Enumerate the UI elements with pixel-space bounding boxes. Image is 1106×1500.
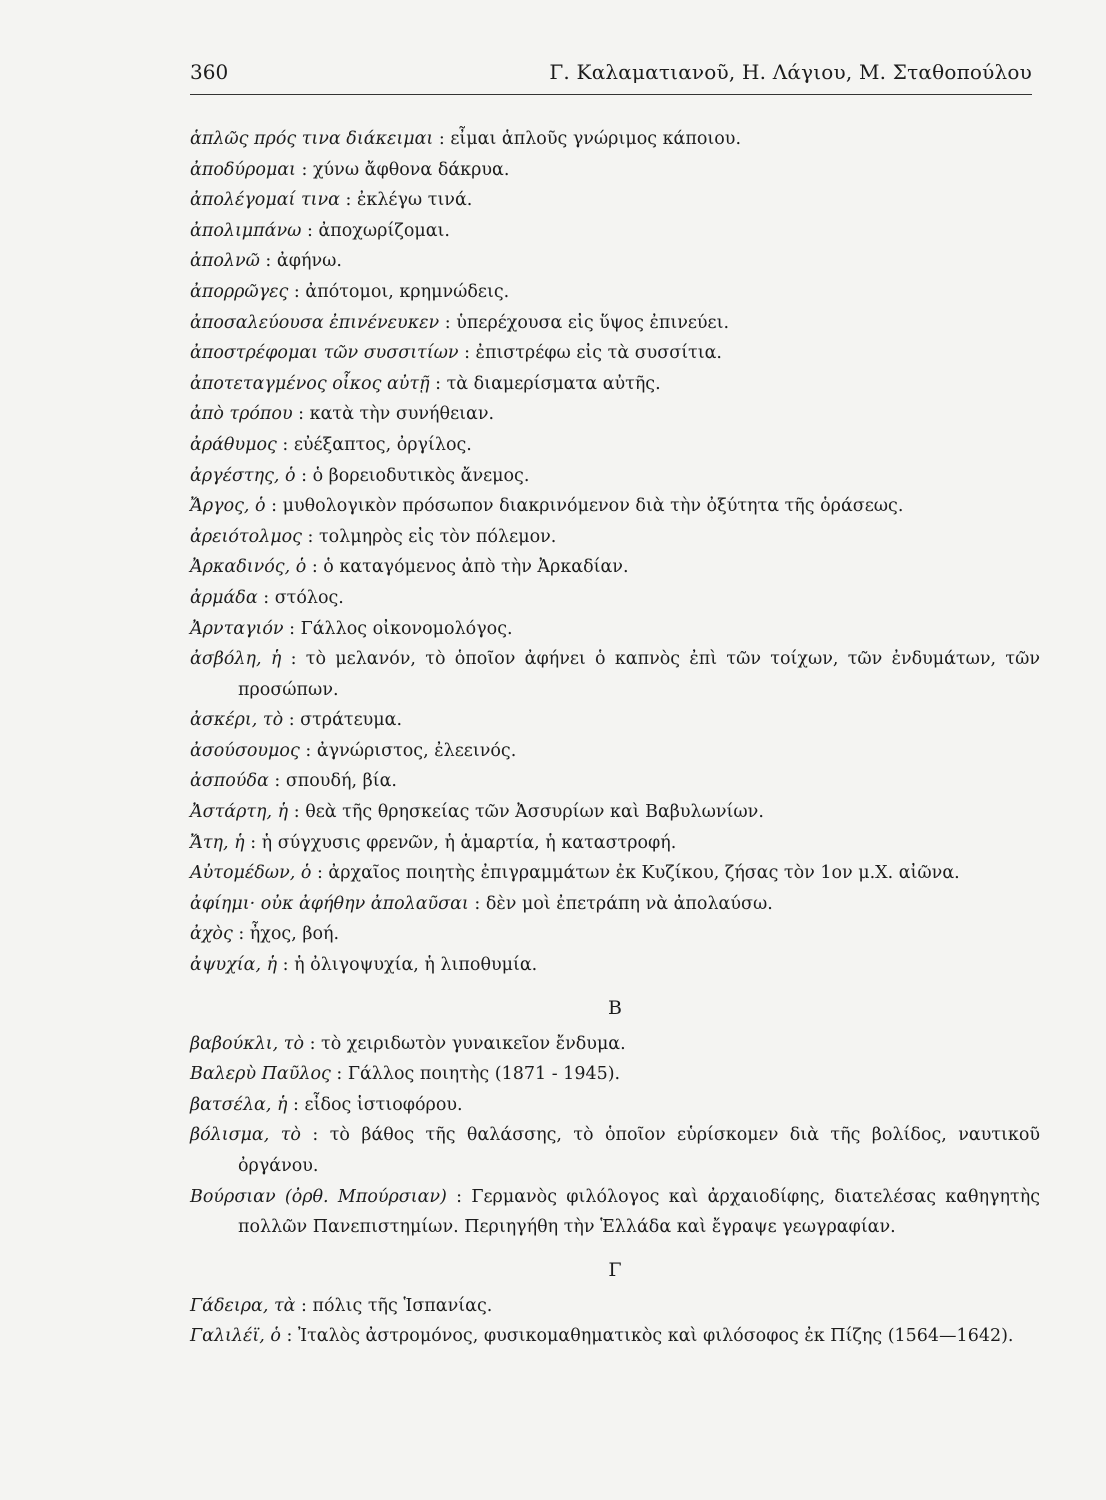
section-letter-heading: Γ	[608, 1258, 622, 1281]
entry-definition: θεὰ τῆς θρησκείας τῶν Ἀσσυρίων καὶ Βαβυλωνίων.	[305, 802, 764, 823]
entry-term: Ἀστάρτη, ἡ	[190, 802, 289, 823]
entry-term: ἀσκέρι, τὸ	[190, 710, 284, 731]
entry-definition: ὑπερέχουσα εἰς ὕψος ἐπινεύει.	[456, 312, 730, 333]
entry-term: βόλισμα, τὸ	[190, 1125, 301, 1146]
entry-term: Ἀρνταγιόν	[190, 618, 284, 639]
entry-term: βαβούκλι, τὸ	[190, 1033, 304, 1054]
glossary-entry	[190, 705, 1040, 736]
entry-separator: :	[259, 251, 277, 272]
entry-term: Γάδειρα, τὰ	[190, 1295, 296, 1316]
glossary-entry	[190, 828, 1040, 859]
entry-term: Βούρσιαν (ὀρθ. Μπούρσιαν)	[190, 1186, 447, 1207]
entry-term: ἀποσαλεύουσα ἐπινένευκεν	[190, 312, 440, 333]
entry-separator: :	[306, 557, 324, 578]
entry-definition: ὁ βορειοδυτικὸς ἄνεμος.	[312, 465, 530, 486]
entry-definition: ἀποχωρίζομαι.	[318, 220, 450, 241]
glossary-entry	[190, 1321, 1040, 1352]
entry-definition: εἶδος ἱστιοφόρου.	[304, 1094, 463, 1115]
glossary-entry	[190, 185, 1040, 216]
glossary-entry	[190, 552, 1040, 583]
entry-separator: :	[429, 373, 447, 394]
entry-term: ἀποστρέφομαι τῶν συσσιτίων	[190, 343, 459, 364]
entry-separator: :	[439, 312, 457, 333]
glossary-entry	[190, 583, 1040, 614]
section-letter-heading: Β	[608, 996, 622, 1019]
entry-definition: τὸ χειριδωτὸν γυναικεῖον ἔνδυμα.	[321, 1033, 626, 1054]
entry-definition: δὲν μοὶ ἐπετράπη νὰ ἀπολαύσω.	[485, 893, 773, 914]
glossary-entry	[190, 246, 1040, 277]
entry-definition: πόλις τῆς Ἱσπανίας.	[312, 1295, 493, 1316]
entry-definition: ἦχος, βοή.	[249, 924, 340, 945]
entry-definition: τὸ μελανόν, τὸ ὁποῖον ἀφήνει ὁ καπνὸς ἐπὶ τῶν τοίχων, τῶν ἐνδυμάτων, τῶν προσώπων.	[238, 649, 1040, 700]
entry-separator: :	[281, 649, 306, 670]
entry-term: Ἀρκαδινός, ὁ	[190, 557, 307, 578]
entry-separator: :	[265, 496, 283, 517]
entry-separator: :	[283, 710, 301, 731]
entry-definition: ἀπότομοι, κρημνώδεις.	[305, 281, 510, 302]
entry-definition: εἶμαι ἁπλοῦς γνώριμος κάποιου.	[450, 129, 742, 149]
page-number: 360	[190, 60, 229, 84]
glossary-entry	[190, 950, 1040, 981]
entry-separator: :	[277, 955, 295, 976]
entry-term: ἀσβόλη, ἡ	[190, 649, 282, 670]
entry-term: Βαλερὺ Παῦλος	[190, 1064, 331, 1085]
entry-separator: :	[283, 618, 301, 639]
entry-definition: ἐπιστρέφω εἰς τὰ συσσίτια.	[475, 343, 722, 364]
entry-separator: :	[301, 526, 319, 547]
glossary-body	[190, 124, 1040, 1352]
entry-definition: εὐέξαπτος, ὀργίλος.	[293, 434, 472, 455]
entry-separator: :	[339, 190, 357, 211]
glossary-entry	[190, 1120, 1040, 1181]
glossary-entry	[190, 522, 1040, 553]
entry-separator: :	[244, 832, 262, 853]
entry-term: ἀπορρῶγες	[190, 281, 289, 302]
entry-separator: :	[299, 740, 317, 761]
entry-term: ἀποτεταγμένος οἶκος αὐτῇ	[190, 373, 430, 394]
entry-separator: :	[468, 893, 486, 914]
entry-definition: χύνω ἄφθονα δάκρυα.	[312, 159, 510, 180]
entry-separator: :	[288, 802, 306, 823]
glossary-entry	[190, 797, 1040, 828]
glossary-entry	[190, 430, 1040, 461]
entry-term: ἀχὸς	[190, 924, 233, 945]
entry-definition: Ἰταλὸς ἀστρομόνος, φυσικομαθηματικὸς καὶ φιλόσοφος ἐκ Πίζης (1564—1642).	[297, 1326, 1014, 1347]
glossary-entry	[190, 644, 1040, 705]
entry-term: ἁπλῶς πρός τινα διάκειμαι	[190, 129, 434, 149]
entry-definition: Γερμανὸς φιλόλογος καὶ ἀρχαιοδίφης, διατελέσας καθηγητὴς πολλῶν Πανεπιστημίων. Περιηγήθη τὴν Ἑλλάδα καὶ ἔγραψε γεωγραφίαν.	[238, 1186, 1040, 1238]
entry-term: Γαλιλέϊ, ὁ	[190, 1326, 281, 1347]
entry-term: ἀπολιμπάνω	[190, 220, 302, 241]
entry-term: ἀρειότολμος	[190, 526, 302, 547]
glossary-entry	[190, 1029, 1040, 1060]
glossary-entry	[190, 461, 1040, 492]
entry-definition: τὰ διαμερίσματα αὐτῆς.	[446, 373, 661, 394]
entry-definition: μυθολογικὸν πρόσωπον διακρινόμενον διὰ τὴν ὀξύτητα τῆς ὁράσεως.	[282, 496, 904, 517]
glossary-entry	[190, 766, 1040, 797]
entry-definition: στράτευμα.	[300, 710, 403, 731]
entry-term: ἀράθυμος	[190, 434, 277, 455]
entry-definition: τὸ βάθος τῆς θαλάσσης, τὸ ὁποῖον εὑρίσκομεν διὰ τῆς βολίδος, ναυτικοῦ ὀργάνου.	[238, 1125, 1040, 1176]
glossary-entry	[190, 858, 1040, 889]
entry-definition: τολμηρὸς εἰς τὸν πόλεμον.	[318, 526, 557, 547]
glossary-entry	[190, 124, 1040, 155]
glossary-entry	[190, 338, 1040, 369]
entry-separator: :	[458, 343, 476, 364]
entry-term: Ἄτη, ἡ	[190, 832, 245, 853]
entry-definition: ἀγνώριστος, ἐλεεινός.	[316, 740, 517, 761]
entry-separator: :	[295, 1295, 313, 1316]
entry-definition: ἀφήνω.	[276, 251, 342, 272]
glossary-entry	[190, 736, 1040, 767]
entry-term: ἀσούσουμος	[190, 740, 300, 761]
entry-definition: ἀρχαῖος ποιητὴς ἐπιγραμμάτων ἐκ Κυζίκου, ζήσας τὸν 1ον μ.Χ. αἰῶνα.	[328, 863, 960, 884]
entry-separator: :	[300, 1125, 330, 1146]
glossary-entry	[190, 1090, 1040, 1121]
entry-separator: :	[288, 281, 306, 302]
entry-term: ἀσπούδα	[190, 771, 269, 792]
entry-separator: :	[280, 1326, 298, 1347]
glossary-entry	[190, 919, 1040, 950]
entry-term: Ἄργος, ὁ	[190, 496, 266, 517]
entry-definition: ἐκλέγω τινά.	[356, 190, 473, 211]
glossary-entry	[190, 1059, 1040, 1090]
glossary-entry	[190, 1182, 1040, 1243]
glossary-entry	[190, 308, 1040, 339]
glossary-entry	[190, 889, 1040, 920]
entry-separator: :	[232, 924, 250, 945]
entry-separator: :	[330, 1064, 348, 1085]
entry-term: Αὐτομέδων, ὁ	[190, 863, 312, 884]
entry-separator: :	[292, 404, 310, 425]
entry-definition: ἡ σύγχυσις φρενῶν, ἡ ἁμαρτία, ἡ καταστροφή.	[261, 832, 677, 853]
entry-separator: :	[268, 771, 286, 792]
entry-term: ἀψυχία, ἡ	[190, 955, 278, 976]
entry-definition: Γάλλος ποιητὴς (1871 - 1945).	[347, 1064, 621, 1085]
entry-separator: :	[446, 1186, 472, 1207]
page-header	[190, 54, 1032, 95]
glossary-entry	[190, 216, 1040, 247]
entry-separator: :	[295, 159, 313, 180]
glossary-entry	[190, 491, 1040, 522]
entry-separator: :	[311, 863, 329, 884]
entry-separator: :	[301, 220, 319, 241]
entry-separator: :	[287, 1094, 305, 1115]
entry-term: ἀφίημι· οὐκ ἀφήθην ἀπολαῦσαι	[190, 893, 469, 914]
entry-definition: σπουδή, βία.	[285, 771, 397, 792]
glossary-entry	[190, 614, 1040, 645]
entry-definition: κατὰ τὴν συνήθειαν.	[309, 404, 495, 425]
entry-separator: :	[304, 1033, 322, 1054]
entry-term: βατσέλα, ἡ	[190, 1094, 288, 1115]
entry-separator: :	[295, 465, 313, 486]
entry-definition: στόλος.	[274, 587, 344, 608]
glossary-entry	[190, 1291, 1040, 1322]
glossary-entry	[190, 399, 1040, 430]
entry-definition: Γάλλος οἰκονομολόγος.	[300, 618, 513, 639]
entry-term: ἀρμάδα	[190, 587, 258, 608]
entry-term: ἀπὸ τρόπου	[190, 404, 293, 425]
entry-separator: :	[257, 587, 275, 608]
glossary-entry	[190, 155, 1040, 186]
entry-separator: :	[433, 129, 451, 149]
entry-term: ἀργέστης, ὁ	[190, 465, 296, 486]
entry-separator: :	[276, 434, 294, 455]
entry-definition: ὁ καταγόμενος ἀπὸ τὴν Ἀρκαδίαν.	[323, 557, 629, 578]
running-head: Γ. Καλαματιανοῦ, Η. Λάγιου, Μ. Σταθοπούλου	[549, 60, 1032, 84]
glossary-entry	[190, 277, 1040, 308]
entry-term: ἀπολνῶ	[190, 251, 260, 272]
entry-definition: ἡ ὀλιγοψυχία, ἡ λιποθυμία.	[294, 955, 538, 976]
glossary-entry	[190, 369, 1040, 400]
entry-term: ἀπολέγομαί τινα	[190, 190, 340, 211]
entry-term: ἀποδύρομαι	[190, 159, 296, 180]
